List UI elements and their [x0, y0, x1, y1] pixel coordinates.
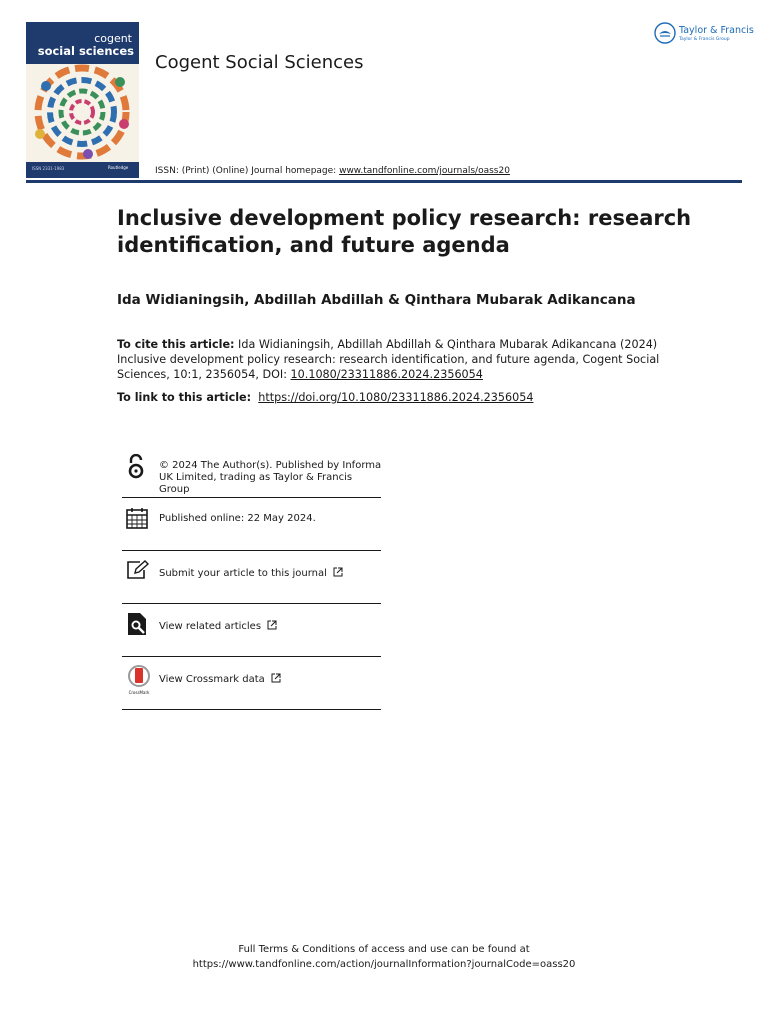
journal-name: Cogent Social Sciences [155, 52, 364, 73]
article-link-line [117, 391, 533, 404]
copyright-row [122, 452, 381, 498]
published-date: Published online: 22 May 2024. [159, 513, 316, 524]
article-doi-link[interactable]: https://doi.org/10.1080/23311886.2024.2356054 [258, 391, 534, 404]
crossmark-row[interactable] [122, 657, 381, 710]
crossmark-badge-text: CrossMark [128, 690, 150, 695]
citation-doi-link[interactable]: 10.1080/23311886.2024.2356054 [290, 368, 483, 381]
article-authors: Ida Widianingsih, Abdillah Abdillah & Qinthara Mubarak Adikancana [117, 292, 636, 308]
terms-footer-link[interactable]: https://www.tandfonline.com/action/journalInformation?journalCode=oass20 [192, 959, 576, 970]
cover-publisher: Routledge [108, 165, 129, 170]
related-articles-link[interactable] [159, 620, 277, 633]
related-articles-label: View related articles [159, 621, 262, 632]
crossmark-label: View Crossmark data [159, 674, 265, 685]
journal-homepage-link[interactable]: www.tandfonline.com/journals/oass20 [339, 166, 510, 176]
submit-row[interactable] [122, 551, 381, 604]
published-row [122, 498, 381, 551]
link-label: To link to this article: [117, 391, 252, 404]
submit-article-link[interactable] [159, 567, 343, 580]
submit-article-label: Submit your article to this journal [159, 568, 327, 579]
cover-footer [26, 162, 139, 178]
citation-block [117, 337, 662, 382]
logo-subtitle: Taylor & Francis Group [679, 37, 730, 42]
related-row[interactable] [122, 604, 381, 657]
issn-line [155, 166, 510, 176]
cover-header [26, 22, 139, 64]
external-link-icon [333, 567, 343, 577]
taylor-francis-logo-icon [654, 22, 676, 44]
cover-journal-title: social sciences [37, 44, 134, 58]
external-link-icon [267, 620, 277, 630]
cover-artwork [26, 64, 139, 178]
article-info-box [122, 452, 381, 710]
taylor-francis-logo [654, 22, 754, 46]
citation-text: Ida Widianingsih, Abdillah Abdillah & Qinthara Mubarak Adikancana (2024) Inclusive development policy research: research identification, and future agenda, Cogent Social Sciences, 10:1, 2356054, DOI: [117, 338, 660, 381]
related-articles-icon [126, 612, 148, 636]
calendar-icon [126, 507, 148, 529]
external-link-icon [271, 673, 281, 683]
header-divider [26, 180, 742, 183]
logo-name: Taylor & Francis [679, 25, 754, 36]
journal-cover [26, 22, 139, 178]
crossmark-link[interactable] [159, 673, 281, 686]
article-title: Inclusive development policy research: research identification, and future agenda [117, 206, 692, 257]
copyright-text: © 2024 The Author(s). Published by Informa UK Limited, trading as Taylor & Francis Group [159, 460, 382, 495]
crossmark-icon [126, 665, 152, 693]
cover-brand: cogent [94, 32, 132, 45]
edit-icon [126, 560, 150, 580]
cover-issn: ISSN 2331-1983 [32, 166, 65, 171]
terms-footer-line1: Full Terms & Conditions of access and use can be found at [238, 944, 530, 955]
terms-footer [0, 942, 768, 972]
citation-label: To cite this article: [117, 338, 235, 351]
open-access-icon [126, 454, 146, 480]
issn-text: ISSN: (Print) (Online) Journal homepage: [155, 166, 340, 176]
